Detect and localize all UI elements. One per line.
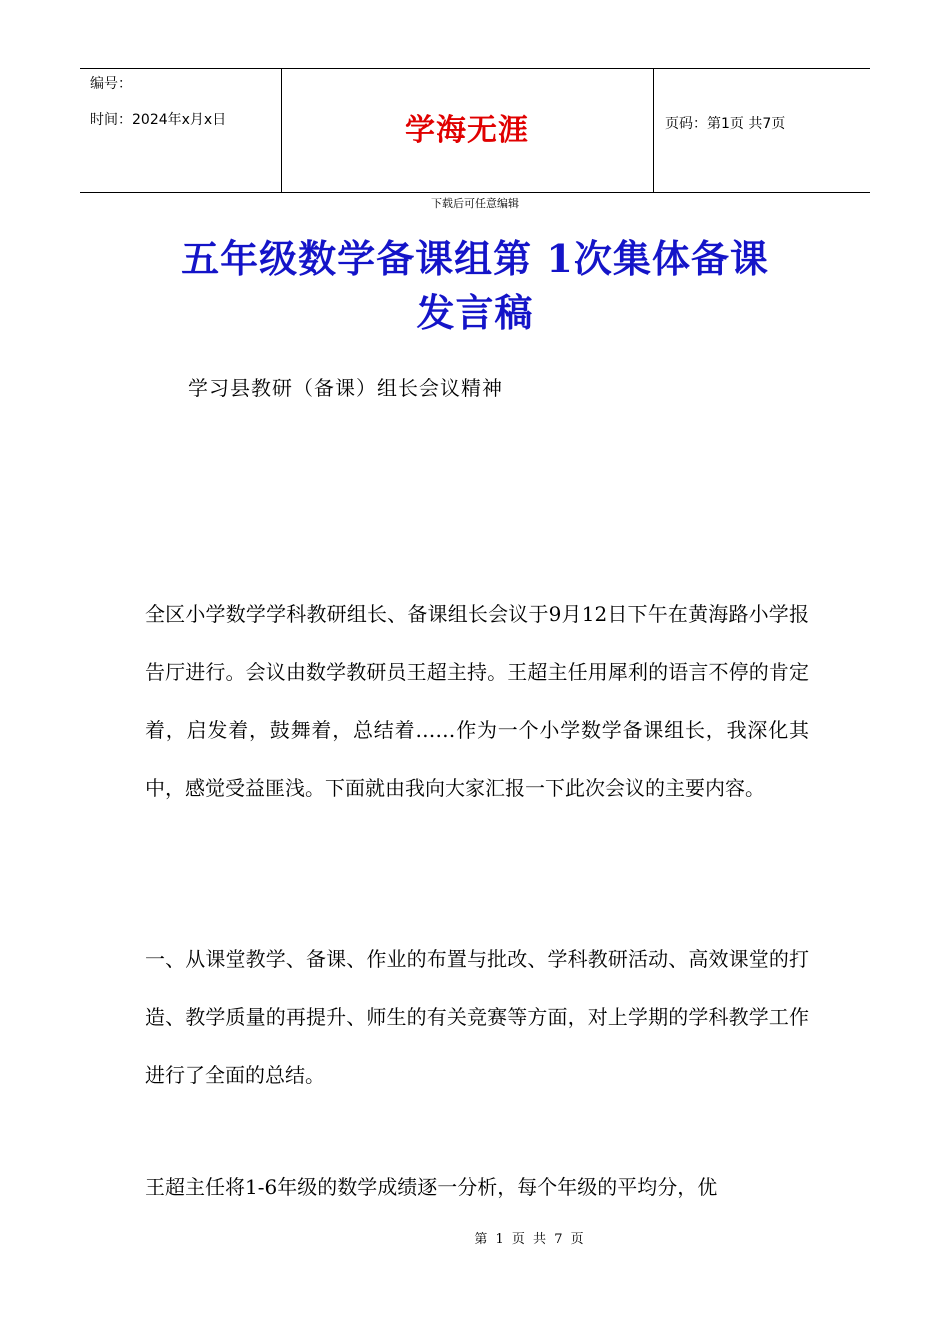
download-note: 下载后可任意编辑 [431,197,519,210]
document-number-label: 编号： [90,76,132,92]
page-footer: 第 1 页 共 7 页 [474,1232,586,1247]
title-line-1: 五年级数学备课组第 1次集体备课 [181,236,769,281]
document-title [130,232,820,340]
document-time-label: 时间：2024年x月x日 [90,112,227,128]
body-paragraph: 全区小学数学学科教研组长、备课组长会议于9月12日下午在黄海路小学报告厅进行。会议由数学教研员王超主持。王超主任用犀利的语言不停的肯定着，启发着，鼓舞着，总结着……作为一个小学数学备课组长，我深化其中，感觉受益匪浅。下面就由我向大家汇报一下此次会议的主要内容。 [145,602,809,800]
document-subtitle: 学习县教研（备课）组长会议精神 [188,376,503,400]
header-table [80,68,870,193]
header-motto: 学海无涯 [405,113,529,148]
body-paragraph: 王超主任将1-6年级的数学成绩逐一分析，每个年级的平均分，优 [145,1175,718,1199]
page-number-label: 页码：第1页 共7页 [665,116,786,132]
header-divider [653,69,654,192]
title-line-2: 发言稿 [416,290,534,335]
body-paragraph: 一、从课堂教学、备课、作业的布置与批改、学科教研活动、高效课堂的打造、教学质量的再提升、师生的有关竞赛等方面，对上学期的学科教学工作进行了全面的总结。 [145,947,809,1087]
